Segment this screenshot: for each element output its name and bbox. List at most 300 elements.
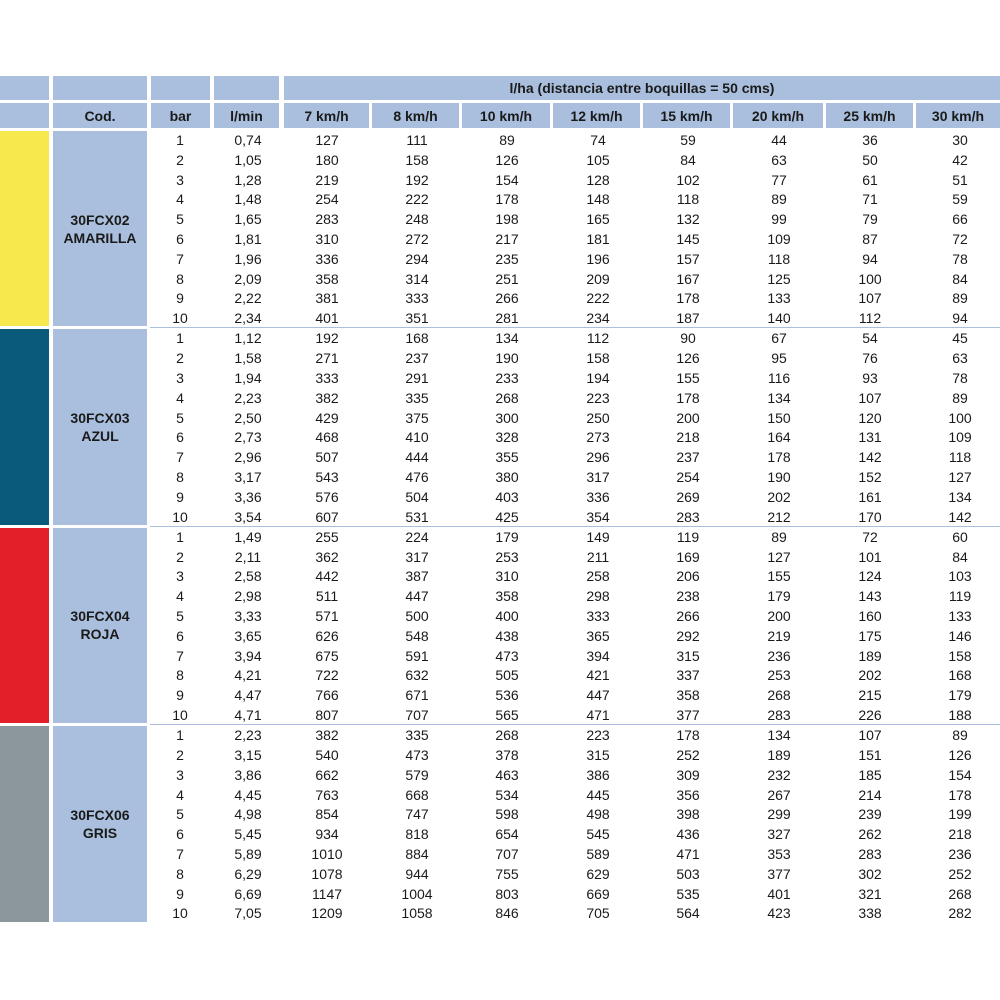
table-cell: 157 — [676, 250, 700, 267]
table-cell: 934 — [315, 826, 339, 843]
table-cell: 63 — [771, 151, 787, 168]
table-cell: 358 — [315, 270, 339, 287]
header-swatch-cell — [0, 103, 49, 128]
table-cell: 2,34 — [234, 310, 262, 327]
nozzle-color-name: AMARILLA — [63, 229, 137, 246]
nozzle-color-name: AZUL — [81, 428, 119, 445]
table-cell: 179 — [767, 588, 791, 605]
table-cell: 202 — [767, 488, 791, 505]
table-cell: 66 — [952, 211, 968, 228]
table-cell: 185 — [858, 766, 882, 783]
table-cell: 178 — [676, 389, 700, 406]
table-cell: 400 — [495, 607, 519, 624]
header-blank-code — [53, 76, 147, 100]
table-cell: 854 — [315, 806, 339, 823]
table-row — [0, 647, 1000, 667]
table-cell: 283 — [767, 706, 791, 723]
table-cell: 338 — [858, 905, 882, 922]
table-cell: 1,65 — [234, 211, 262, 228]
table-cell: 199 — [948, 806, 972, 823]
table-cell: 269 — [676, 488, 700, 505]
table-cell: 1,05 — [234, 151, 262, 168]
table-cell: 111 — [406, 132, 428, 148]
table-cell: 212 — [767, 508, 791, 525]
table-cell: 253 — [495, 548, 519, 565]
table-row — [0, 706, 1000, 726]
table-cell: 358 — [495, 588, 519, 605]
table-cell: 438 — [495, 627, 519, 644]
table-cell: 503 — [676, 865, 700, 882]
table-row — [0, 428, 1000, 448]
table-cell: 671 — [405, 687, 429, 704]
table-cell: 266 — [495, 290, 519, 307]
table-row — [0, 845, 1000, 865]
header-blank-bar — [151, 76, 210, 100]
header-blank-swatch — [0, 76, 49, 100]
table-row — [0, 686, 1000, 706]
table-row — [0, 885, 1000, 905]
table-cell: 59 — [680, 132, 696, 148]
table-cell: 535 — [676, 885, 700, 902]
table-cell: 579 — [405, 766, 429, 783]
nozzle-group — [0, 528, 1000, 724]
table-cell: 128 — [586, 171, 610, 188]
table-cell: 248 — [405, 211, 429, 228]
table-cell: 168 — [948, 667, 972, 684]
header-row-span — [0, 76, 1000, 100]
column-header-0: Cod. — [53, 103, 147, 128]
table-cell: 328 — [495, 429, 519, 446]
table-cell: 155 — [767, 568, 791, 585]
table-cell: 356 — [676, 786, 700, 803]
table-cell: 219 — [767, 627, 791, 644]
table-cell: 268 — [767, 687, 791, 704]
table-cell: 2 — [176, 548, 184, 565]
table-cell: 629 — [586, 865, 610, 882]
table-cell: 178 — [767, 449, 791, 466]
nozzle-code: 30FCX03 — [70, 410, 130, 427]
table-cell: 531 — [405, 508, 429, 525]
table-cell: 107 — [858, 389, 882, 406]
table-cell: 67 — [771, 330, 787, 347]
table-row — [0, 250, 1000, 270]
table-cell: 112 — [858, 310, 882, 327]
table-cell: 89 — [771, 528, 787, 545]
table-cell: 336 — [315, 250, 339, 267]
table-cell: 194 — [586, 369, 610, 386]
table-cell: 292 — [676, 627, 700, 644]
table-cell: 386 — [586, 766, 610, 783]
table-cell: 6 — [176, 627, 184, 644]
table-cell: 146 — [948, 627, 972, 644]
group-divider — [150, 327, 1000, 328]
table-cell: 2,73 — [234, 429, 262, 446]
header-blank-lmin — [214, 76, 279, 100]
table-row — [0, 369, 1000, 389]
table-cell: 3,65 — [234, 627, 262, 644]
table-cell: 219 — [315, 171, 339, 188]
table-cell: 2,50 — [234, 409, 262, 426]
table-cell: 2,22 — [234, 290, 262, 307]
table-cell: 71 — [862, 191, 878, 208]
table-cell: 2,11 — [234, 548, 262, 565]
table-cell: 576 — [315, 488, 339, 505]
table-cell: 6 — [176, 826, 184, 843]
table-cell: 178 — [948, 786, 972, 803]
table-cell: 358 — [676, 687, 700, 704]
column-header-2: l/min — [214, 103, 279, 128]
table-cell: 3,94 — [234, 647, 262, 664]
table-cell: 355 — [495, 449, 519, 466]
table-cell: 4 — [176, 389, 184, 406]
table-cell: 192 — [315, 330, 339, 347]
table-row — [0, 270, 1000, 290]
table-cell: 1 — [176, 528, 184, 545]
table-cell: 200 — [676, 409, 700, 426]
table-cell: 447 — [586, 687, 610, 704]
nozzle-color-name: ROJA — [80, 626, 120, 643]
table-cell: 262 — [858, 826, 882, 843]
table-cell: 354 — [586, 508, 610, 525]
table-cell: 254 — [315, 191, 339, 208]
table-cell: 3,54 — [234, 508, 262, 525]
table-cell: 238 — [676, 588, 700, 605]
nozzle-code: 30FCX06 — [70, 806, 130, 823]
table-cell: 72 — [952, 231, 968, 247]
table-cell: 10 — [172, 310, 188, 327]
table-cell: 571 — [315, 607, 339, 624]
table-cell: 258 — [586, 568, 610, 585]
table-cell: 180 — [315, 151, 339, 168]
table-cell: 315 — [586, 746, 610, 763]
table-cell: 89 — [952, 727, 968, 744]
table-cell: 4 — [176, 588, 184, 605]
table-cell: 317 — [586, 468, 610, 485]
table-cell: 707 — [405, 706, 429, 723]
table-cell: 846 — [495, 905, 519, 922]
table-cell: 2 — [176, 151, 184, 168]
table-cell: 7 — [176, 449, 184, 466]
table-cell: 188 — [948, 706, 972, 723]
table-cell: 598 — [495, 806, 519, 823]
table-cell: 536 — [495, 687, 519, 704]
table-cell: 127 — [767, 548, 791, 565]
table-cell: 42 — [952, 151, 968, 168]
table-cell: 167 — [676, 270, 700, 287]
table-cell: 403 — [495, 488, 519, 505]
table-cell: 10 — [172, 706, 188, 723]
table-row — [0, 389, 1000, 409]
table-cell: 381 — [315, 290, 339, 307]
table-cell: 3 — [176, 766, 184, 783]
table-cell: 2,98 — [234, 588, 262, 605]
table-cell: 206 — [676, 568, 700, 585]
table-cell: 84 — [952, 270, 968, 287]
table-cell: 1,28 — [234, 171, 262, 188]
table-cell: 707 — [495, 845, 519, 862]
table-row — [0, 904, 1000, 924]
table-cell: 302 — [858, 865, 882, 882]
table-row — [0, 409, 1000, 429]
table-row — [0, 627, 1000, 647]
table-cell: 155 — [676, 369, 700, 386]
table-cell: 189 — [858, 647, 882, 664]
table-cell: 84 — [680, 151, 696, 168]
table-cell: 142 — [948, 508, 972, 525]
table-cell: 2,23 — [234, 727, 262, 744]
column-header-4: 8 km/h — [372, 103, 459, 128]
table-cell: 365 — [586, 627, 610, 644]
table-cell: 463 — [495, 766, 519, 783]
table-cell: 5,45 — [234, 826, 262, 843]
table-cell: 236 — [948, 845, 972, 862]
table-cell: 179 — [948, 687, 972, 704]
table-cell: 8 — [176, 865, 184, 882]
table-cell: 2,96 — [234, 449, 262, 466]
table-cell: 5 — [176, 211, 184, 228]
table-cell: 382 — [315, 389, 339, 406]
table-cell: 818 — [405, 826, 429, 843]
table-cell: 252 — [948, 865, 972, 882]
table-cell: 89 — [771, 191, 787, 208]
table-cell: 607 — [315, 508, 339, 525]
table-cell: 4,98 — [234, 806, 262, 823]
table-cell: 298 — [586, 588, 610, 605]
table-cell: 45 — [952, 330, 968, 347]
table-cell: 150 — [767, 409, 791, 426]
table-cell: 233 — [495, 369, 519, 386]
nozzle-group — [0, 726, 1000, 922]
table-cell: 54 — [862, 330, 878, 347]
table-cell: 498 — [586, 806, 610, 823]
table-cell: 505 — [495, 667, 519, 684]
table-cell: 944 — [405, 865, 429, 882]
table-cell: 1,81 — [234, 231, 262, 247]
table-cell: 95 — [771, 350, 787, 367]
table-cell: 223 — [586, 389, 610, 406]
table-cell: 632 — [405, 667, 429, 684]
table-row — [0, 151, 1000, 171]
table-cell: 3,86 — [234, 766, 262, 783]
table-cell: 107 — [858, 290, 882, 307]
table-cell: 51 — [952, 171, 968, 188]
table-cell: 447 — [405, 588, 429, 605]
table-cell: 423 — [767, 905, 791, 922]
table-cell: 283 — [315, 211, 339, 228]
table-cell: 387 — [405, 568, 429, 585]
table-cell: 1,12 — [234, 330, 262, 347]
table-cell: 337 — [676, 667, 700, 684]
table-cell: 218 — [948, 826, 972, 843]
table-cell: 9 — [176, 885, 184, 902]
table-cell: 126 — [495, 151, 519, 168]
table-cell: 134 — [948, 488, 972, 505]
column-header-9: 25 km/h — [826, 103, 913, 128]
table-cell: 6 — [176, 231, 184, 247]
table-cell: 250 — [586, 409, 610, 426]
table-cell: 468 — [315, 429, 339, 446]
table-cell: 565 — [495, 706, 519, 723]
table-cell: 7 — [176, 250, 184, 267]
table-cell: 425 — [495, 508, 519, 525]
column-header-1: bar — [151, 103, 210, 128]
table-cell: 333 — [315, 369, 339, 386]
group-divider — [150, 526, 1000, 527]
table-row — [0, 865, 1000, 885]
nozzle-code: 30FCX04 — [70, 608, 130, 625]
table-cell: 72 — [862, 528, 878, 545]
table-row — [0, 548, 1000, 568]
table-cell: 112 — [586, 330, 610, 347]
table-cell: 4 — [176, 191, 184, 208]
table-cell: 294 — [405, 250, 429, 267]
table-cell: 89 — [952, 290, 968, 307]
table-cell: 125 — [767, 270, 791, 287]
table-row — [0, 171, 1000, 191]
table-cell: 1147 — [311, 885, 343, 902]
table-cell: 705 — [586, 905, 610, 922]
table-cell: 100 — [948, 409, 972, 426]
table-cell: 190 — [495, 350, 519, 367]
table-row — [0, 746, 1000, 766]
table-cell: 2,23 — [234, 389, 262, 406]
table-cell: 214 — [858, 786, 882, 803]
table-cell: 353 — [767, 845, 791, 862]
table-row — [0, 825, 1000, 845]
table-cell: 198 — [495, 211, 519, 228]
table-cell: 471 — [676, 845, 700, 862]
table-cell: 534 — [495, 786, 519, 803]
table-cell: 2,09 — [234, 270, 262, 287]
table-cell: 60 — [952, 528, 968, 545]
table-cell: 299 — [767, 806, 791, 823]
table-cell: 175 — [858, 627, 882, 644]
table-cell: 333 — [586, 607, 610, 624]
table-cell: 253 — [767, 667, 791, 684]
table-cell: 281 — [495, 310, 519, 327]
table-cell: 626 — [315, 627, 339, 644]
table-cell: 234 — [586, 310, 610, 327]
table-cell: 3,33 — [234, 607, 262, 624]
table-cell: 196 — [586, 250, 610, 267]
table-cell: 5,89 — [234, 845, 262, 862]
table-cell: 336 — [586, 488, 610, 505]
column-header-8: 20 km/h — [733, 103, 823, 128]
table-row — [0, 329, 1000, 349]
table-cell: 375 — [405, 409, 429, 426]
table-cell: 6 — [176, 429, 184, 446]
table-cell: 189 — [767, 746, 791, 763]
table-row — [0, 766, 1000, 786]
table-cell: 2,58 — [234, 568, 262, 585]
table-cell: 84 — [952, 548, 968, 565]
table-cell: 152 — [858, 468, 882, 485]
table-cell: 654 — [495, 826, 519, 843]
table-cell: 315 — [676, 647, 700, 664]
table-cell: 268 — [495, 727, 519, 744]
table-cell: 164 — [767, 429, 791, 446]
table-cell: 7,05 — [234, 905, 262, 922]
table-cell: 200 — [767, 607, 791, 624]
table-cell: 168 — [405, 330, 429, 347]
table-cell: 401 — [767, 885, 791, 902]
table-cell: 134 — [495, 330, 519, 347]
table-cell: 327 — [767, 826, 791, 843]
table-cell: 149 — [586, 528, 610, 545]
table-cell: 473 — [405, 746, 429, 763]
table-cell: 187 — [676, 310, 700, 327]
table-cell: 165 — [586, 211, 610, 228]
table-cell: 254 — [676, 468, 700, 485]
table-cell: 3,36 — [234, 488, 262, 505]
table-cell: 5 — [176, 409, 184, 426]
table-cell: 377 — [767, 865, 791, 882]
table-cell: 36 — [862, 132, 878, 148]
table-cell: 202 — [858, 667, 882, 684]
table-cell: 4,45 — [234, 786, 262, 803]
table-cell: 89 — [952, 389, 968, 406]
table-cell: 8 — [176, 667, 184, 684]
table-row — [0, 131, 1000, 151]
table-cell: 380 — [495, 468, 519, 485]
table-cell: 7 — [176, 647, 184, 664]
table-row — [0, 349, 1000, 369]
table-cell: 668 — [405, 786, 429, 803]
table-cell: 158 — [948, 647, 972, 664]
table-cell: 4 — [176, 786, 184, 803]
table-cell: 445 — [586, 786, 610, 803]
table-cell: 282 — [948, 905, 972, 922]
table-cell: 272 — [405, 231, 429, 247]
table-cell: 10 — [172, 508, 188, 525]
table-cell: 94 — [862, 250, 878, 267]
table-row — [0, 448, 1000, 468]
table-cell: 747 — [405, 806, 429, 823]
table-cell: 2 — [176, 350, 184, 367]
nozzle-group — [0, 131, 1000, 327]
table-cell: 222 — [405, 191, 429, 208]
table-cell: 218 — [676, 429, 700, 446]
table-cell: 224 — [405, 528, 429, 545]
table-cell: 101 — [858, 548, 882, 565]
table-row — [0, 190, 1000, 210]
table-cell: 473 — [495, 647, 519, 664]
table-cell: 3 — [176, 171, 184, 188]
table-cell: 158 — [586, 350, 610, 367]
table-cell: 126 — [948, 746, 972, 763]
header-row-columns — [0, 103, 1000, 128]
table-cell: 103 — [948, 568, 972, 585]
table-cell: 118 — [676, 191, 700, 208]
table-cell: 6,69 — [234, 885, 262, 902]
table-cell: 192 — [405, 171, 429, 188]
table-cell: 124 — [858, 568, 882, 585]
table-cell: 8 — [176, 270, 184, 287]
column-header-6: 12 km/h — [553, 103, 640, 128]
table-cell: 79 — [862, 211, 878, 228]
table-cell: 94 — [952, 310, 968, 327]
table-cell: 78 — [952, 369, 968, 386]
table-cell: 4,47 — [234, 687, 262, 704]
table-cell: 2 — [176, 746, 184, 763]
table-cell: 1 — [176, 727, 184, 744]
table-cell: 1,94 — [234, 369, 262, 386]
table-cell: 178 — [676, 727, 700, 744]
table-cell: 300 — [495, 409, 519, 426]
table-cell: 93 — [862, 369, 878, 386]
column-header-7: 15 km/h — [643, 103, 730, 128]
table-cell: 7 — [176, 845, 184, 862]
